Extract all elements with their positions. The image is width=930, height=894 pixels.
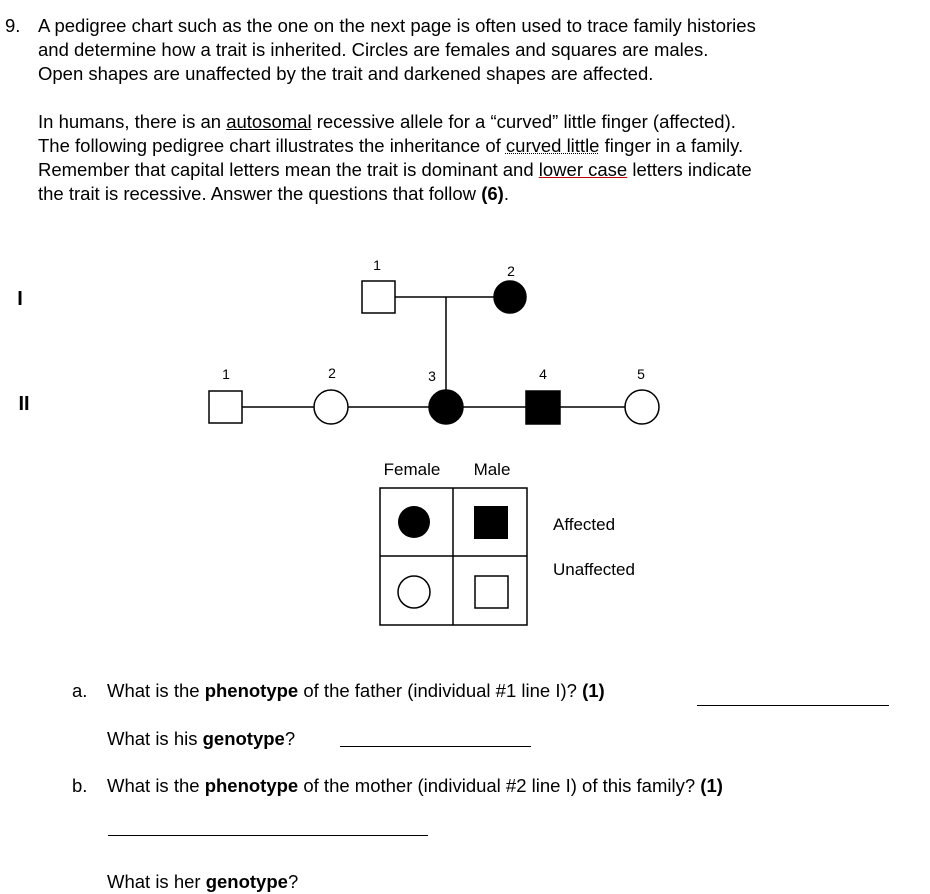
para2-line-4: the trait is recessive. Answer the questions that follow (6). bbox=[38, 183, 509, 204]
label-I2: 2 bbox=[507, 263, 515, 279]
legend-unaffected-label: Unaffected bbox=[553, 560, 635, 579]
legend-male-affected-icon bbox=[474, 506, 508, 539]
pedigree-II1-male-unaffected bbox=[209, 391, 242, 423]
question-b-genotype: What is her genotype? bbox=[107, 871, 299, 892]
legend-male-unaffected-icon bbox=[475, 576, 508, 608]
label-II5: 5 bbox=[637, 366, 645, 382]
intro-line-1: A pedigree chart such as the one on the next page is often used to trace family histories bbox=[38, 15, 756, 36]
question-number: 9. bbox=[5, 15, 21, 36]
pedigree-II3-female-affected bbox=[429, 390, 463, 424]
intro-line-3: Open shapes are unaffected by the trait and darkened shapes are affected. bbox=[38, 63, 654, 84]
para2-line-2: The following pedigree chart illustrates the inheritance of curved little finger in a family. bbox=[38, 135, 744, 156]
legend-affected-label: Affected bbox=[553, 515, 616, 534]
question-a-phenotype: What is the phenotype of the father (individual #1 line I)? (1) bbox=[107, 680, 605, 701]
label-II2: 2 bbox=[328, 365, 336, 381]
lower-case-term: lower case bbox=[538, 159, 628, 180]
pedigree-II2-female-unaffected bbox=[314, 390, 348, 424]
label-I1: 1 bbox=[373, 257, 381, 273]
legend-female-unaffected-icon bbox=[398, 576, 430, 608]
pedigree-II4-male-affected bbox=[526, 391, 560, 424]
label-II4: 4 bbox=[539, 366, 547, 382]
generation-label-II: II bbox=[18, 393, 30, 415]
answer-a-phenotype-blank[interactable] bbox=[697, 705, 889, 706]
answer-b-phenotype-blank[interactable] bbox=[108, 835, 428, 836]
para2-line-3: Remember that capital letters mean the trait is dominant and lower case letters indicate bbox=[38, 159, 752, 180]
question-b-phenotype: What is the phenotype of the mother (individual #2 line I) of this family? (1) bbox=[107, 775, 723, 796]
pedigree-II5-female-unaffected bbox=[625, 390, 659, 424]
legend-female-header: Female bbox=[383, 460, 441, 479]
pedigree-I2-female-affected bbox=[494, 281, 526, 313]
generation-label-I: I bbox=[17, 288, 23, 310]
curved-little-term: curved little bbox=[505, 135, 600, 156]
para2-line-1: In humans, there is an autosomal recessive allele for a “curved” little finger (affected). bbox=[38, 111, 736, 132]
intro-line-2: and determine how a trait is inherited. Circles are females and squares are males. bbox=[38, 39, 709, 60]
legend-female-affected-icon bbox=[398, 506, 430, 538]
autosomal-term: autosomal bbox=[226, 111, 312, 132]
label-II1: 1 bbox=[222, 366, 230, 382]
legend-male-header: Male bbox=[473, 460, 511, 479]
question-b-letter: b. bbox=[72, 775, 88, 796]
question-a-genotype: What is his genotype? bbox=[107, 728, 296, 749]
label-II3: 3 bbox=[428, 368, 436, 384]
answer-a-genotype-blank[interactable] bbox=[340, 746, 531, 747]
pedigree-I1-male-unaffected bbox=[362, 281, 395, 313]
question-a-letter: a. bbox=[72, 680, 88, 701]
